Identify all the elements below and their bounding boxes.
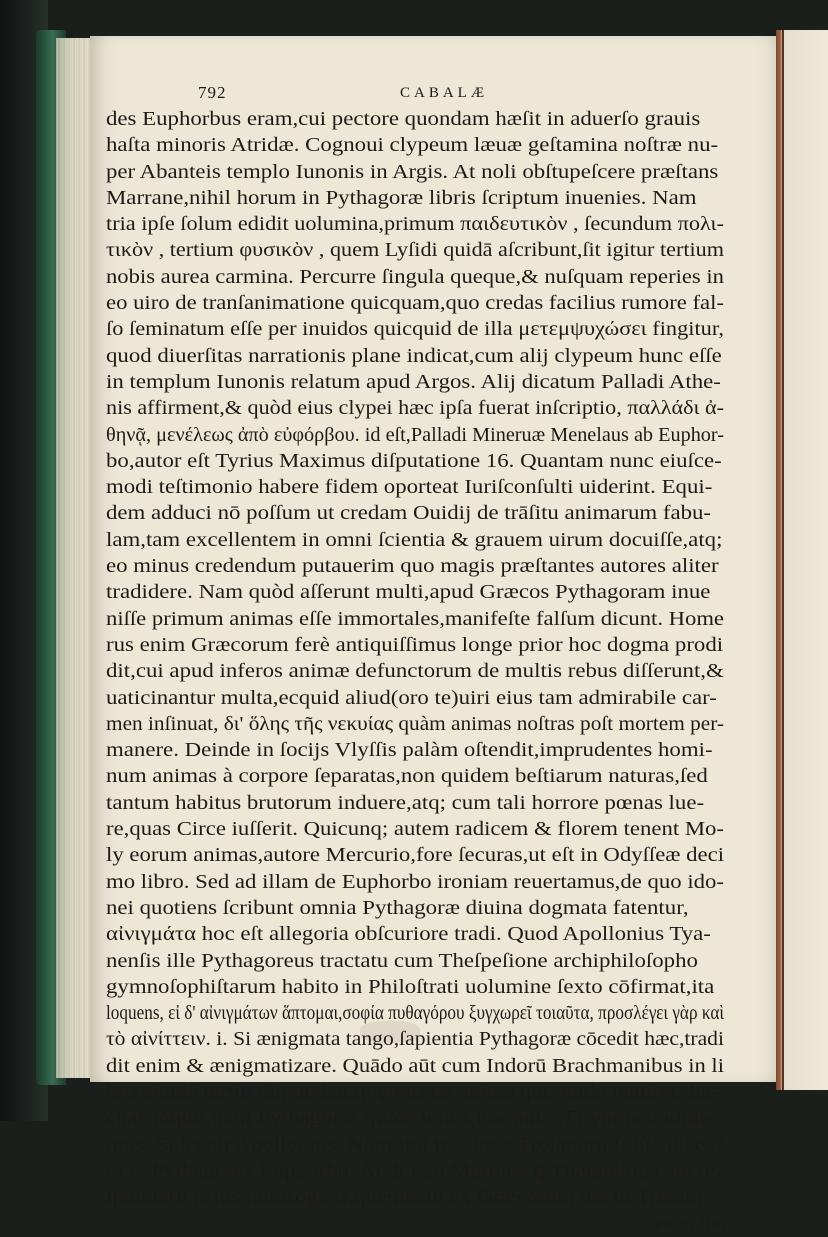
text-line-content: manere. Deinde in ſocijs Vlyſſis palàm oſtendit,imprudentes homi- <box>106 739 713 762</box>
text-line-content: nei quotiens ſcribunt omnia Pythagoræ diuina dogmata fatentur, <box>106 896 689 919</box>
text-line-content: bo,autor eſt Tyrius Maximus diſputatione 16. Quantam nunc eiuſce- <box>106 449 722 472</box>
text-line <box>106 211 726 237</box>
text-line-content: θηνᾷ, μενέλεως ἀπὸ εὐφόρβου. id eſt,Palladi Mineruæ Menelaus ab Euphor- <box>106 423 725 446</box>
text-line-content: loquens, εἰ δ' αἰνιγμάτων ἅπτομαι,σοφία πυθαγόρου ξυγχωρεῖ τοιαῦτα, προσλέγει γὰρ καὶ <box>106 1002 725 1025</box>
text-line-content: ſo ſeminatum eſſe per inuidos quicquid de illa μετεμψυχώσει fingitur, <box>106 318 725 341</box>
page-header <box>106 80 726 106</box>
text-line <box>106 1053 726 1079</box>
text-line <box>106 579 726 605</box>
text-line <box>106 132 726 158</box>
catchword: exercitu, <box>655 1212 726 1235</box>
catchword-row <box>106 1210 726 1236</box>
text-line <box>106 842 726 868</box>
text-line <box>106 264 726 290</box>
text-line-content: chas,inquit,ſicut Pythagoras quidē uobis,nos autē Ægyptijs tradidi- <box>106 1107 714 1130</box>
text-line-content: modi teſtimonio habere fidem oporteat Iuriſconſulti uiderint. Equi- <box>106 476 713 499</box>
text-line-content: tantum habitus brutorum induere,atq; cum tali horrore pœnas lue- <box>106 791 705 814</box>
text-line <box>106 921 726 947</box>
text-line <box>106 1158 726 1184</box>
text-line <box>106 685 726 711</box>
folio-number: 792 <box>198 83 227 102</box>
text-line <box>106 527 726 553</box>
text-line-content: lam,tam excellentem in omni ſcientia & grauem uirum docuiſſe,atq; <box>106 528 723 551</box>
text-line-content: niſſe primum animas eſſe immortales,manifeſte falſum dicunt. Home <box>106 607 724 630</box>
text-line <box>106 869 726 895</box>
text-line-content: τικὸν , tertium φυσικὸν , quem Lyſidi quidā aſcribunt,ſit igitur tertium <box>106 239 724 262</box>
text-line <box>106 1184 726 1210</box>
text-line-content: per Abanteis templo Iunonis in Argis. At noli obſtupeſcere præſtans <box>106 160 719 183</box>
text-line <box>106 1000 726 1026</box>
text-line <box>106 790 726 816</box>
text-line-content: dem adduci nō poſſum ut credam Ouidij de trāſitu animarum fabu- <box>106 502 712 525</box>
text-line <box>106 816 726 842</box>
text-line <box>106 1132 726 1158</box>
text-line-content: men inſinuat, δι' ὅλης τῆς νεκυίας quàm animas noſtras poſt mortem per- <box>106 712 724 735</box>
text-line-content: mus. Suſcepit Apollonius. Num igit̄ te aliquē Troianorū fuiſſe dices? <box>106 1133 724 1156</box>
text-line-content: quod diuerſitas narrationis plane indicat,cum alij clypeum hunc eſſe <box>106 344 722 367</box>
text-line-content: tradidere. Nam quòd aſſerunt multi,apud Græcos Pythagoram inue <box>106 581 711 604</box>
text-line-content: eo uiro de tranſanimatione quicquam,quo credas facilius rumore fal- <box>106 292 724 315</box>
text-line-content: Marrane,nihil horum in Pythagoræ libris ſcriptum inuenies. Nam <box>106 186 697 209</box>
text-lines <box>106 106 726 1210</box>
text-line <box>106 1079 726 1105</box>
text-line-content: gymnoſophiſtarum habito in Philoſtrati uolumine ſexto cōfirmat,ita <box>106 975 715 998</box>
text-line <box>106 606 726 632</box>
text-line-content: nenſis ille Pythagoreus tractatu cum Theſpeſione archiphiloſopho <box>106 949 698 972</box>
text-line-content: tria ipſe ſolum edidit uolumina,primum παιδευτικὸν , ſecundum πολι- <box>106 213 724 236</box>
text-line <box>106 658 726 684</box>
text-line <box>106 553 726 579</box>
text-line-content: mo libro. Sed ad illam de Euphorbo ironiam reuertamus,de quo ido- <box>106 870 725 893</box>
text-line <box>106 474 726 500</box>
text-line-content: bro eiuſdē tertio diſputabat,quęrens de anima quomodo ſentiret. Iar- <box>106 1080 721 1103</box>
running-title: CABALÆ <box>400 85 489 101</box>
text-line-content: eo minus credendum putauerim quo magis præſtantes autores aliter <box>106 555 719 578</box>
text-line-content: uaticinantur multa,ecquid aliud(oro te)uiri eius tam admirabile car- <box>106 686 717 709</box>
text-line <box>106 343 726 369</box>
text-line-content: ly eorum animas,autore Mercurio,fore ſecuras,ut eſt in Odyſſeæ deci <box>106 844 725 867</box>
text-line <box>106 711 726 737</box>
text-line <box>106 448 726 474</box>
text-line <box>106 159 726 185</box>
text-line-content: ut ſe Pythagoras Euphorbū. Audi iam Marrane q̄ Theſpeſion catē re- <box>106 1159 723 1182</box>
text-line <box>106 500 726 526</box>
text-line-content: haſta minoris Atridæ. Cognoui clypeum læuæ geſtamina noſtræ nu- <box>106 134 719 157</box>
text-line <box>106 632 726 658</box>
text-line <box>106 1026 726 1052</box>
text-line-content: αἰνιγμάτα hoc eſt allegoria obſcuriore tradi. Quod Apollonius Tya- <box>106 923 711 946</box>
text-line-content: des Euphorbus eram,cui pectore quondam hæſit in aduerſo grauis <box>106 108 701 130</box>
text-line <box>106 316 726 342</box>
page-edges <box>56 38 90 1078</box>
text-line <box>106 395 726 421</box>
text-line-content: nis affirment,& quòd eius clypei hæc ipſa fuerat inſcriptio, παλλάδι ἀ- <box>106 397 725 420</box>
text-line-content: rus enim Græcorum ferè antiquiſſimus longe prior hoc dogma prodi <box>106 633 724 656</box>
facing-page-edge <box>776 30 828 1090</box>
text-line-content: ſponderit prius interrogans,quēmnam ex Græcorum ducto Troiam <box>106 1186 703 1209</box>
page-text <box>106 80 726 1237</box>
text-line <box>106 948 726 974</box>
text-line <box>106 185 726 211</box>
text-line-content: nobis aurea carmina. Percurre ſingula queque,& nuſquam reperies in <box>106 265 724 288</box>
text-line <box>106 369 726 395</box>
text-line <box>106 290 726 316</box>
text-line <box>106 422 726 448</box>
text-line <box>106 895 726 921</box>
text-line <box>106 763 726 789</box>
text-line-content: num animas à corpore ſeparatas,non quidem beſtiarum naturas,ſed <box>106 765 708 788</box>
text-line <box>106 106 726 132</box>
text-line <box>106 1105 726 1131</box>
text-line-content: in templum Iunonis relatum apud Argos. Alij dicatum Palladi Athe- <box>106 370 721 393</box>
text-line-content: dit,cui apud inferos animæ defunctorum de multis rebus diſſerunt,& <box>106 660 724 683</box>
text-line-content: dit enim & ænigmatizare. Quādo aūt cum Indorū Brachmanibus in li <box>106 1054 724 1077</box>
text-line <box>106 737 726 763</box>
text-line <box>106 237 726 263</box>
text-line-content: τὸ αἰνίττειν. i. Si ænigmata tango,ſapientia Pythagoræ cōcedit hæc,tradi <box>106 1028 724 1051</box>
text-line <box>106 974 726 1000</box>
text-line-content: re,quas Circe iuſſerit. Quicunq; autem radicem & florem tenent Mo- <box>106 818 724 841</box>
